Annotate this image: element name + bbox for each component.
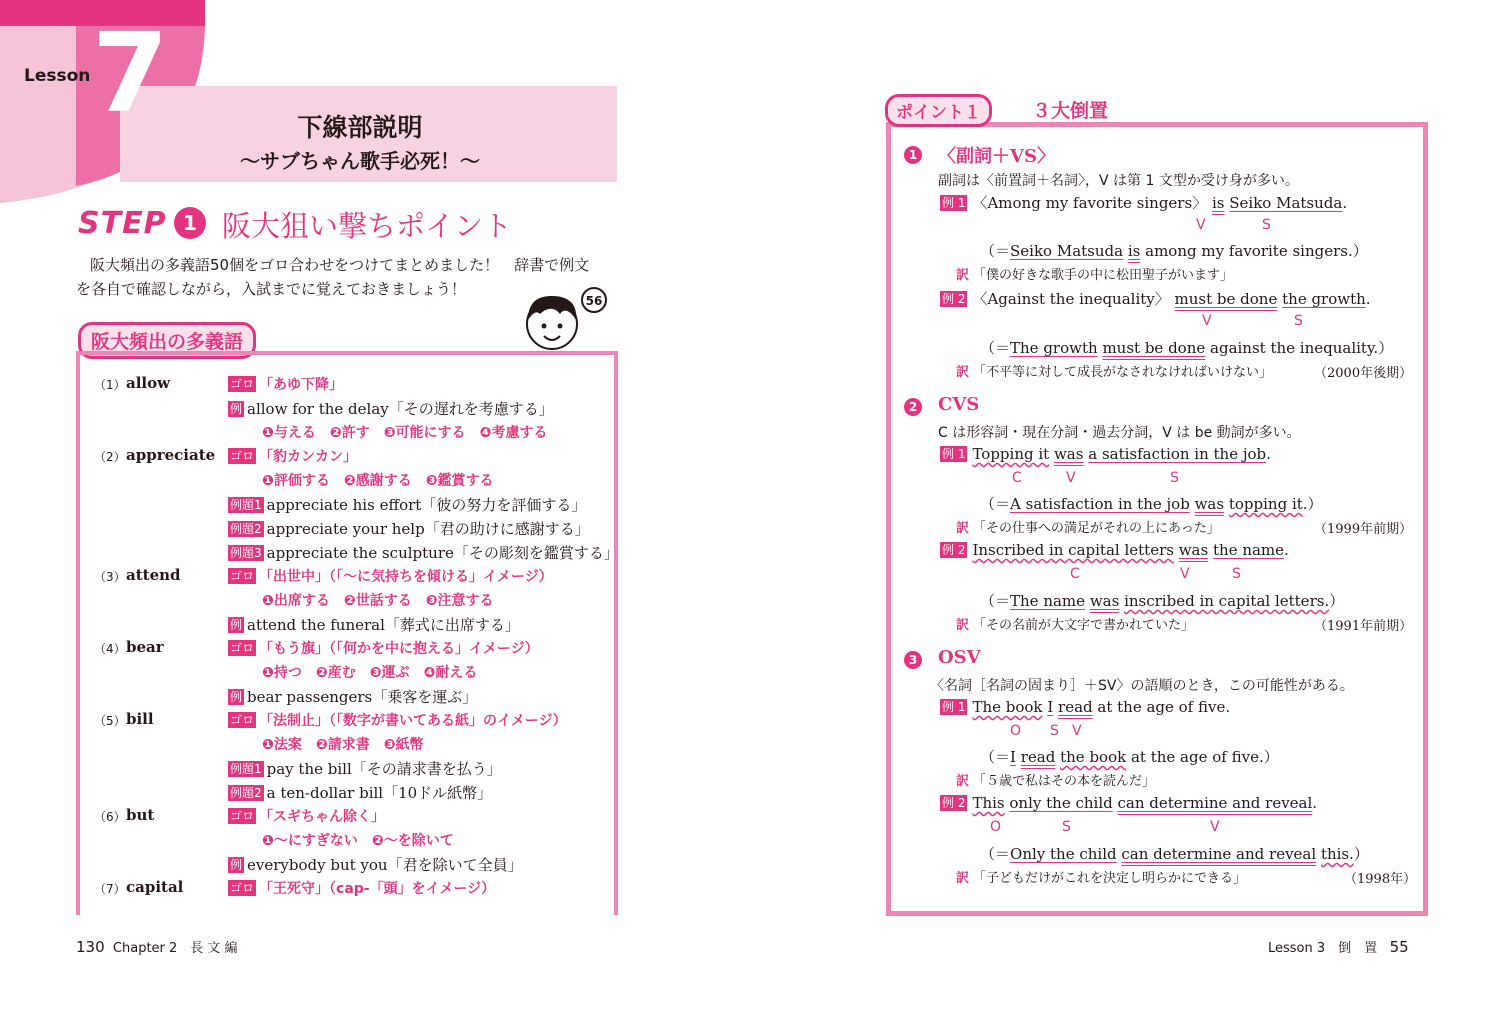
subject-phrase: Seiko Matsuda [1229,194,1343,212]
meanings: ❶与える ❷許す ❸可能にする ❹考慮する [262,425,548,441]
section-title: OSV [938,647,981,668]
example-text: allow for the delay「その遅れを考慮する」 [247,400,554,418]
translation-line [956,770,1155,789]
page-number-right: 55 [1389,938,1409,956]
entry-number: （2） [94,450,126,464]
example-tag: 例 1 [942,700,966,714]
example-text: bear passengers「乗客を運ぶ」 [247,688,478,706]
subject-phrase: The growth [1010,339,1098,357]
example-sentence [940,698,1230,716]
entry-number: （5） [94,714,126,728]
entry-word: appreciate [126,446,216,464]
paren: （＝ [980,845,1011,863]
verb-phrase: can determine and reveal [1117,794,1313,812]
o-label: O [1010,723,1022,739]
mascot-badge: 56 [585,294,603,308]
translation-tag: 訳 [956,268,970,283]
intro-line-2: を各自で確認しながら，入試までに覚えておきましょう！ [76,280,467,298]
example-text: attend the funeral「葬式に出席する」 [247,616,520,634]
example-line [228,854,523,875]
example-text: appreciate the sculpture「その彫刻を鑑賞する」 [266,544,619,562]
subject-phrase: Only the child [1010,845,1117,863]
goro-tag: ゴロ [230,377,255,391]
example-tag: 例題1 [230,498,262,512]
entry-word: but [126,806,155,824]
example-line [228,398,554,419]
verb-phrase: was [1053,445,1084,463]
goro-text: 「法制止」（「数字が書いてある紙」のイメージ） [259,713,567,729]
rest: ） [1353,845,1369,863]
sentence-end: . [1365,290,1371,308]
example-tag: 例題1 [230,762,262,776]
exam-year: （1991年前期） [1314,619,1413,634]
entry-word: allow [126,374,171,392]
example-tag: 例 2 [942,796,966,810]
entry-number: （6） [94,810,126,824]
rest: among my favorite singers.） [1140,242,1368,260]
translation-line [956,361,1272,380]
translation: 「不平等に対して成長がなされなければいけない」 [973,365,1273,380]
translation-tag: 訳 [956,871,970,886]
page-number-left: 130 [76,938,105,956]
subject-phrase: only the child [1009,794,1113,812]
meanings: ❶評価する ❷感謝する ❸鑑賞する [262,473,494,489]
object-phrase: the book [1060,748,1127,766]
verb-phrase: was [1089,592,1120,610]
sentence-end: . [1266,445,1271,463]
sentence-end: . [1342,194,1348,212]
mascot-face-icon [520,286,620,356]
paren: （＝ [980,495,1011,513]
rest: at the age of five. [1092,698,1231,716]
rewrite-sentence [980,493,1323,514]
rewrite-sentence [980,843,1369,864]
translation-line [956,614,1194,633]
section-description: C は形容詞・現在分詞・過去分詞，V は be 動詞が多い。 [938,425,1301,441]
example-tag: 例題2 [230,786,262,800]
example-text: everybody but you「君を除いて全員」 [247,856,523,874]
translation-line [956,264,1233,283]
modifier-phrase: 〈Among my favorite singers〉 [972,194,1208,212]
object-phrase: This [972,794,1005,812]
entry-word: capital [126,878,184,896]
subject-phrase: the name [1212,541,1285,559]
example-line [228,494,586,515]
example-text: appreciate your help「君の助けに感謝する」 [266,520,590,538]
example-line [228,518,590,539]
meanings: ❶持つ ❷産む ❸運ぶ ❹耐える [262,665,478,681]
translation: 「５歳で私はその本を読んだ」 [973,774,1156,789]
v-label: V [1196,217,1206,233]
example-tag: 例 [230,618,243,632]
example-sentence [940,288,1371,309]
footer-right [1268,937,1409,956]
verb-phrase: read [1020,748,1056,766]
o-label: O [990,819,1002,835]
translation-line [956,517,1220,536]
example-tag: 例 1 [942,447,966,461]
example-sentence [940,192,1347,213]
entry-number: （7） [94,882,126,896]
goro-tag: ゴロ [230,809,255,823]
goro-tag: ゴロ [230,713,255,727]
translation: 「その仕事への満足がそれの上にあった」 [973,521,1220,536]
rewrite-sentence [980,337,1393,358]
example-line [228,542,619,563]
verb-phrase: was [1178,541,1209,559]
subject-phrase: I [1047,698,1054,716]
verb-phrase: read [1058,698,1093,716]
translation-line [956,867,1246,886]
step-title: 阪大狙い撃ちポイント [222,209,513,243]
verb-phrase: must be done [1102,339,1206,357]
goro-line [228,446,357,466]
meanings: ❶～にすぎない ❷～を除いて [262,833,454,849]
example-tag: 例 2 [942,543,966,557]
s-label: S [1062,819,1071,835]
point-title: ３大倒置 [1032,100,1109,122]
v-label: V [1210,819,1220,835]
goro-line [228,710,567,730]
section-number: 1 [904,146,922,164]
complement-phrase: inscribed in capital letters. [1124,592,1330,610]
lesson-title: 下線部説明 [297,113,423,142]
goro-tag: ゴロ [230,881,255,895]
goro-line [228,878,495,898]
exam-year: （2000年後期） [1314,366,1413,381]
complement-phrase: topping it [1228,495,1303,513]
footer-lesson: Lesson 3 倒 置 [1268,941,1378,956]
v-label: V [1202,313,1212,329]
entry-word: attend [126,566,181,584]
translation: 「その名前が大文字で書かれていた」 [973,618,1195,633]
goro-text: 「出世中」（「～に気持ちを傾ける」イメージ） [259,569,553,585]
example-tag: 例 2 [942,292,966,306]
entry-number: （3） [94,570,126,584]
lesson-label: Lesson [24,66,91,86]
s-label: S [1050,723,1059,739]
s-label: S [1262,217,1271,233]
example-text: a ten-dollar bill「10ドル紙幣」 [266,784,493,802]
rest: .） [1302,495,1323,513]
entry-word: bill [126,710,154,728]
translation-tag: 訳 [956,618,970,633]
example-tag: 例 1 [942,196,966,210]
example-text: appreciate his effort「彼の努力を評価する」 [266,496,587,514]
footer-chapter: Chapter 2 長 文 編 [112,941,238,956]
goro-tag: ゴロ [230,569,255,583]
v-label: V [1180,566,1190,582]
complement-phrase: Inscribed in capital letters [972,541,1174,559]
example-sentence [940,445,1271,463]
verb-phrase: is [1127,242,1141,260]
sentence-end: . [1284,541,1289,559]
verb-phrase: is [1211,194,1225,212]
s-label: S [1170,470,1179,486]
subject-phrase: a satisfaction in the job [1088,445,1267,463]
step-label: STEP [78,206,167,241]
paren: （＝ [980,592,1011,610]
rest: against the inequality.） [1205,339,1394,357]
section-title: CVS [938,394,980,415]
example-tag: 例題2 [230,522,262,536]
rewrite-sentence [980,590,1344,611]
entry-word: bear [126,638,164,656]
subject-phrase: Seiko Matsuda [1010,242,1124,260]
section-title: 〈副詞＋VS〉 [938,146,1055,167]
subject-phrase: A satisfaction in the job [1010,495,1190,513]
example-sentence [940,541,1289,559]
meanings: ❶出席する ❷世話する ❸注意する [262,593,494,609]
example-line [228,782,492,803]
translation: 「子どもだけがこれを決定し明らかにできる」 [973,871,1247,886]
meanings: ❶法案 ❷請求書 ❸紙幣 [262,737,424,753]
goro-text: 「スギちゃん除く」 [259,809,386,825]
vocab-heading: 阪大頻出の多義語 [78,322,256,359]
example-tag: 例 [230,858,243,872]
footer-left [76,937,238,956]
sentence-end: . [1312,794,1318,812]
verb-phrase: can determine and reveal [1121,845,1317,863]
subject-phrase: I [1010,748,1016,766]
object-phrase: this. [1320,845,1354,863]
example-tag: 例題3 [230,546,262,560]
c-label: C [1070,566,1080,582]
goro-text: 「王死守」（cap-「頭」をイメージ） [259,881,496,897]
verb-phrase: must be done [1174,290,1278,308]
exam-year: （1999年前期） [1314,522,1413,537]
v-label: V [1066,470,1076,486]
translation-tag: 訳 [956,774,970,789]
rewrite-sentence [980,240,1368,261]
lesson-number: 7 [92,9,169,137]
example-sentence [940,794,1317,812]
paren: （＝ [980,748,1011,766]
goro-line [228,566,553,586]
rewrite-sentence [980,746,1279,767]
goro-line [228,374,343,394]
verb-phrase: was [1194,495,1225,513]
complement-phrase: Topping it [972,445,1050,463]
exam-year: （1998年） [1344,872,1417,887]
translation-tag: 訳 [956,521,970,536]
example-line [228,614,520,635]
section-number: 3 [904,651,922,669]
goro-text: 「あゆ下降」 [259,377,344,393]
example-line [228,686,477,707]
rest: ） [1329,592,1345,610]
entry-number: （4） [94,642,126,656]
paren: （＝ [980,339,1011,357]
goro-line [228,638,539,658]
subject-phrase: the growth [1282,290,1366,308]
goro-tag: ゴロ [230,641,255,655]
paren: （＝ [980,242,1011,260]
intro-line-1: 阪大頻出の多義語50個をゴロ合わせをつけてまとめました！ 辞書で例文 [90,256,590,274]
translation-tag: 訳 [956,365,970,380]
lesson-subtitle: ～サブちゃん歌手必死！～ [240,149,480,173]
rest: at the age of five.） [1126,748,1279,766]
section-description: 〈名詞［名詞の固まり］＋SV〉の語順のとき，この可能性がある。 [930,678,1354,694]
goro-tag: ゴロ [230,449,255,463]
example-tag: 例 [230,402,243,416]
example-tag: 例 [230,690,243,704]
c-label: C [1012,470,1022,486]
modifier-phrase: 〈Against the inequality〉 [972,290,1170,308]
translation: 「僕の好きな歌手の中に松田聖子がいます」 [973,268,1234,283]
goro-line [228,806,385,826]
goro-text: 「もう旗」（「何かを中に抱える」イメージ） [259,641,539,657]
example-text: pay the bill「その請求書を払う」 [266,760,502,778]
section-description: 副詞は〈前置詞＋名詞〉，V は第 1 文型か受け身が多い。 [938,173,1299,189]
point-badge: ポイント１ [885,94,992,127]
entry-number: （1） [94,378,126,392]
goro-text: 「豹カンカン」 [259,449,358,465]
s-label: S [1294,313,1303,329]
object-phrase: The book [972,698,1043,716]
subject-phrase: The name [1010,592,1086,610]
v-label: V [1072,723,1082,739]
step-number: 1 [174,207,206,239]
section-number: 2 [904,398,922,416]
s-label: S [1232,566,1241,582]
example-line [228,758,502,779]
